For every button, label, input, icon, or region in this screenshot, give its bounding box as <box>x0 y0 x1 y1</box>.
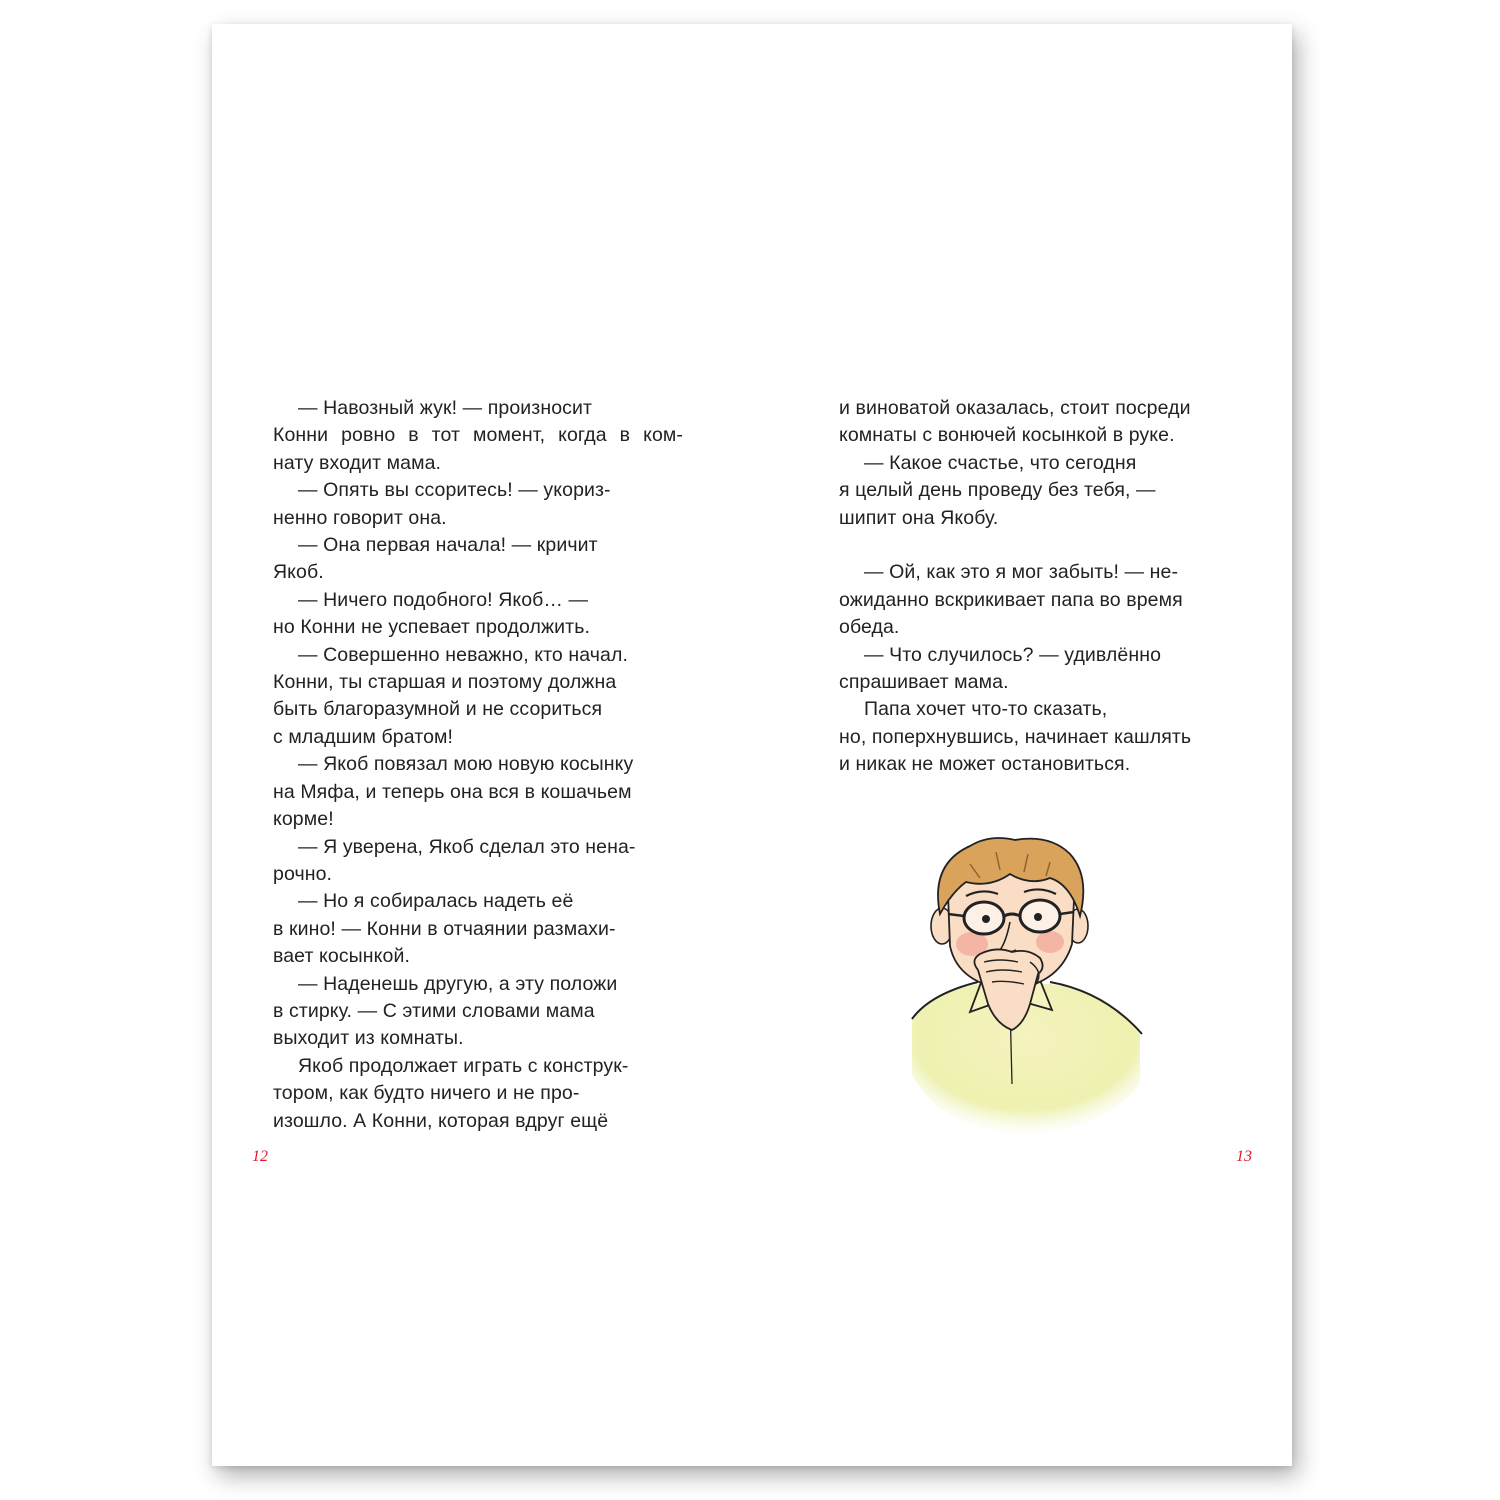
text-line: — Что случилось? — удивлённо <box>864 643 1162 666</box>
text-line: с младшим братом! <box>273 725 454 748</box>
text-line: Якоб продолжает играть с конструк- <box>298 1054 629 1077</box>
text-line: я целый день проведу без тебя, — <box>839 479 1156 502</box>
text-line: Конни, ты старшая и поэтому должна <box>273 671 617 694</box>
text-line: — Но я собиралась надеть её <box>298 890 574 913</box>
text-line: но, поперхнувшись, начинает кашлять <box>839 725 1192 748</box>
text-line: — Опять вы ссоритесь! — укориз- <box>298 479 611 502</box>
right-eye <box>1034 913 1042 921</box>
text-line: — Я уверена, Якоб сделал это нена- <box>298 835 636 858</box>
text-line: Якоб. <box>273 561 324 584</box>
text-line: и никак не может остановиться. <box>839 753 1131 776</box>
text-line: комнаты с вонючей косынкой в руке. <box>839 424 1175 447</box>
text-line: спрашивает мама. <box>839 671 1009 694</box>
text-line: ненно говорит она. <box>273 506 447 529</box>
text-line: — Она первая начала! — кричит <box>298 534 598 557</box>
text-line: — Ничего подобного! Якоб… — <box>298 588 589 611</box>
text-line: Конни ровно в тот момент, когда в ком- <box>273 424 683 447</box>
text-line: корме! <box>273 808 334 831</box>
text-line: обеда. <box>839 616 900 639</box>
right-page-text <box>839 395 1239 779</box>
text-line: нату входит мама. <box>273 451 442 474</box>
text-line: вает косынкой. <box>273 945 410 968</box>
text-line: — Навозный жук! — произносит <box>298 397 593 419</box>
text-line: Папа хочет что-то сказать, <box>864 698 1108 721</box>
text-line: ожиданно вскрикивает папа во время <box>839 588 1183 611</box>
book-spread <box>212 24 1292 1466</box>
text-line: в кино! — Конни в отчаянии размахи- <box>273 917 616 940</box>
text-line: в стирку. — С этими словами мама <box>273 999 595 1022</box>
left-eye <box>982 915 990 923</box>
right-cheek <box>1036 931 1064 953</box>
text-line: на Мяфа, и теперь она вся в кошачьем <box>273 780 632 803</box>
page-number-left: 12 <box>252 1148 268 1165</box>
text-line: рочно. <box>273 862 333 885</box>
text-line: — Наденешь другую, а эту положи <box>298 972 618 995</box>
text-line: — Какое счастье, что сегодня <box>864 451 1137 474</box>
text-line: но Конни не успевает продолжить. <box>273 616 590 639</box>
text-line: и виноватой оказалась, стоит посреди <box>839 397 1191 419</box>
left-page-text <box>273 395 683 1135</box>
text-line: — Совершенно неважно, кто начал. <box>298 643 628 666</box>
text-line: — Якоб повязал мою новую косынку <box>298 753 634 776</box>
text-line: шипит она Якобу. <box>839 506 999 529</box>
text-line: — Ой, как это я мог забыть! — не- <box>864 561 1179 584</box>
paragraph-gap <box>839 532 1239 559</box>
text-line: тором, как будто ничего и не про- <box>273 1082 580 1105</box>
page-number-right: 13 <box>1236 1148 1252 1165</box>
text-line: быть благоразумной и не ссориться <box>273 698 603 721</box>
dad-coughing-illustration <box>900 834 1150 1144</box>
text-line: выходит из комнаты. <box>273 1027 464 1050</box>
text-line: изошло. А Конни, которая вдруг ещё <box>273 1109 609 1132</box>
